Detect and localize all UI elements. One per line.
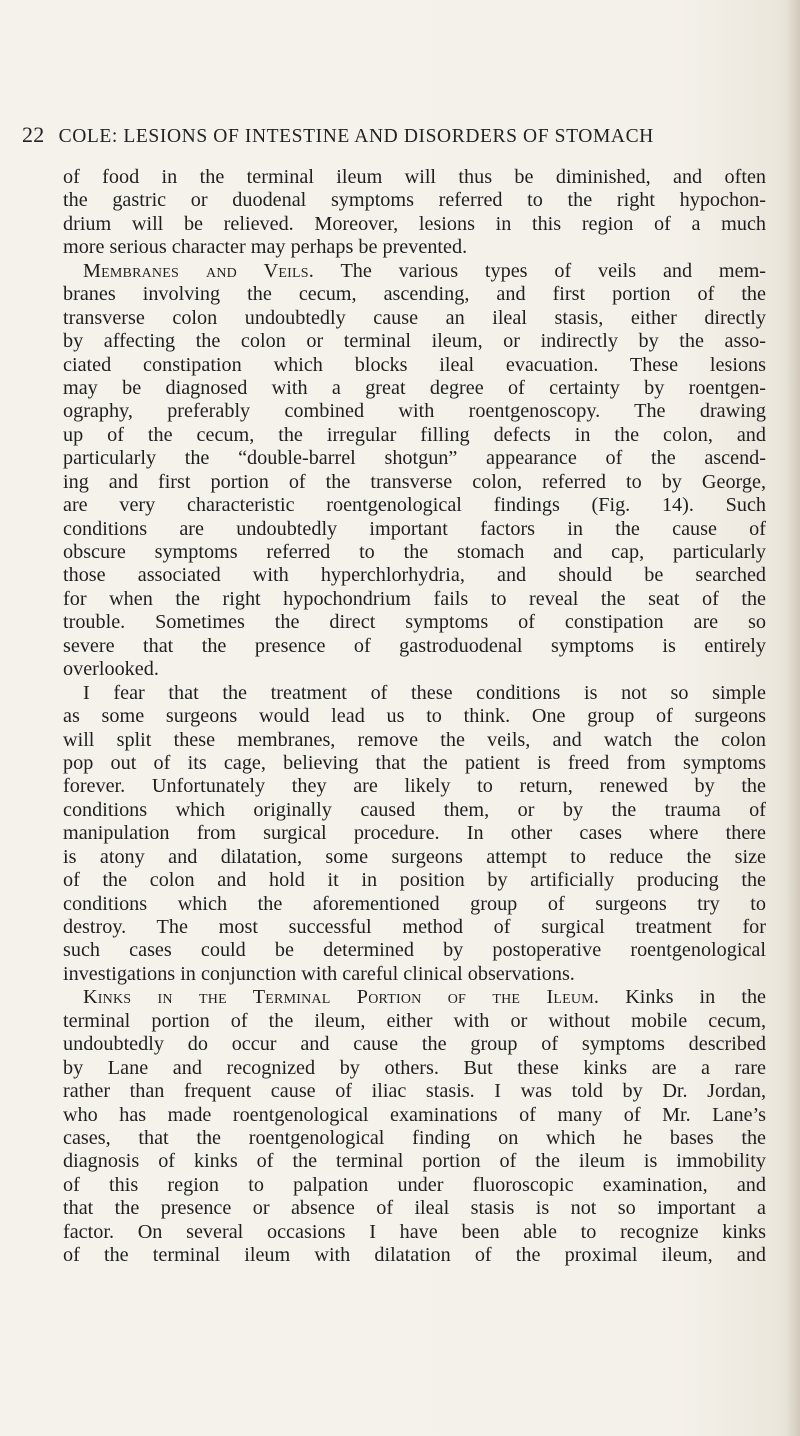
text-line: diagnosis of kinks of the terminal portion of the ileum is immobility <box>63 1150 766 1173</box>
text-line: ography, preferably combined with roentgenoscopy. The drawing <box>63 400 766 423</box>
page-number: 22 <box>22 122 45 147</box>
text-line: by Lane and recognized by others. But these kinks are a rare <box>63 1056 766 1079</box>
text-line: I fear that the treatment of these conditions is not so simple <box>83 681 766 704</box>
text-line: of the terminal ileum with dilatation of the proximal ileum, and <box>63 1244 766 1267</box>
text-line: ciated constipation which blocks ileal evacuation. These lesions <box>63 353 766 376</box>
text-line: trouble. Sometimes the direct symptoms of constipation are so <box>63 611 766 634</box>
text-line: such cases could be determined by postoperative roentgenological <box>63 939 766 962</box>
text-line: as some surgeons would lead us to think. One group of surgeons <box>63 705 766 728</box>
text-line: investigations in conjunction with careful clinical observations. <box>63 962 575 985</box>
text-line: of this region to palpation under fluoroscopic examination, and <box>63 1173 766 1196</box>
text-line: that the presence or absence of ileal stasis is not so important a <box>63 1197 766 1220</box>
text-line: who has made roentgenological examinations of many of Mr. Lane’s <box>63 1103 766 1126</box>
page-edge-shadow <box>786 0 800 1436</box>
text-line-fragment: Kinks in the <box>625 986 766 1009</box>
text-line: rather than frequent cause of iliac stasis. I was told by Dr. Jordan, <box>63 1080 766 1103</box>
text-line: severe that the presence of gastroduodenal symptoms is entirely <box>63 634 766 657</box>
text-line: is atony and dilatation, some surgeons attempt to reduce the size <box>63 845 766 868</box>
text-line: terminal portion of the ileum, either with or without mobile cecum, <box>63 1009 766 1032</box>
section-heading-kinks: Kinks in the Terminal Portion of the Ileum. <box>83 986 600 1009</box>
text-line: drium will be relieved. Moreover, lesions in this region of a much <box>63 212 766 235</box>
text-line-fragment: The various types of veils and mem- <box>340 259 767 282</box>
text-line: cases, that the roentgenological finding on which he bases the <box>63 1126 766 1149</box>
text-line: conditions which originally caused them, or by the trauma of <box>63 798 766 821</box>
text-line: obscure symptoms referred to the stomach and cap, particularly <box>63 541 766 563</box>
text-line: will split these membranes, remove the veils, and watch the colon <box>63 728 766 751</box>
text-line: of the colon and hold it in position by artificially producing the <box>63 869 766 892</box>
text-line: for when the right hypochondrium fails to reveal the seat of the <box>63 587 766 610</box>
text-line: undoubtedly do occur and cause the group of symptoms described <box>63 1033 766 1056</box>
text-line: pop out of its cage, believing that the patient is freed from symptoms <box>63 751 766 774</box>
text-line: factor. On several occasions I have been able to recognize kinks <box>63 1220 766 1243</box>
text-line: conditions are undoubtedly important factors in the cause of <box>63 517 766 540</box>
body-text <box>63 166 766 1268</box>
text-line: forever. Unfortunately they are likely to return, renewed by the <box>63 775 766 798</box>
text-line: up of the cecum, the irregular filling defects in the colon, and <box>63 423 766 446</box>
section-line-kinks <box>63 986 766 1009</box>
text-line: more serious character may perhaps be prevented. <box>63 236 468 259</box>
text-line: are very characteristic roentgenological findings (Fig. 14). Such <box>63 494 766 517</box>
text-line: of food in the terminal ileum will thus be diminished, and often <box>63 166 766 188</box>
text-line: by affecting the colon or terminal ileum, or indirectly by the asso- <box>63 330 766 353</box>
section-line-membranes <box>63 260 766 283</box>
text-line: ing and first portion of the transverse colon, referred to by George, <box>63 470 766 493</box>
text-line: transverse colon undoubtedly cause an ileal stasis, either directly <box>63 306 766 329</box>
text-line: branes involving the cecum, ascending, and first portion of the <box>63 283 766 306</box>
text-line: may be diagnosed with a great degree of certainty by roentgen- <box>63 376 766 399</box>
running-header <box>22 122 767 148</box>
text-line: conditions which the aforementioned group of surgeons try to <box>63 892 766 915</box>
section-heading-membranes: Membranes and Veils. <box>83 259 314 282</box>
running-head-title: COLE: LESIONS OF INTESTINE AND DISORDERS OF STOMACH <box>58 126 654 147</box>
text-line: overlooked. <box>63 658 159 681</box>
text-line: manipulation from surgical procedure. In other cases where there <box>63 822 766 845</box>
text-line: destroy. The most successful method of surgical treatment for <box>63 916 766 938</box>
text-line: particularly the “double-barrel shotgun” appearance of the ascend- <box>63 447 766 470</box>
text-line: those associated with hyperchlorhydria, and should be searched <box>63 564 766 587</box>
text-line: the gastric or duodenal symptoms referred to the right hypochon- <box>63 189 766 212</box>
